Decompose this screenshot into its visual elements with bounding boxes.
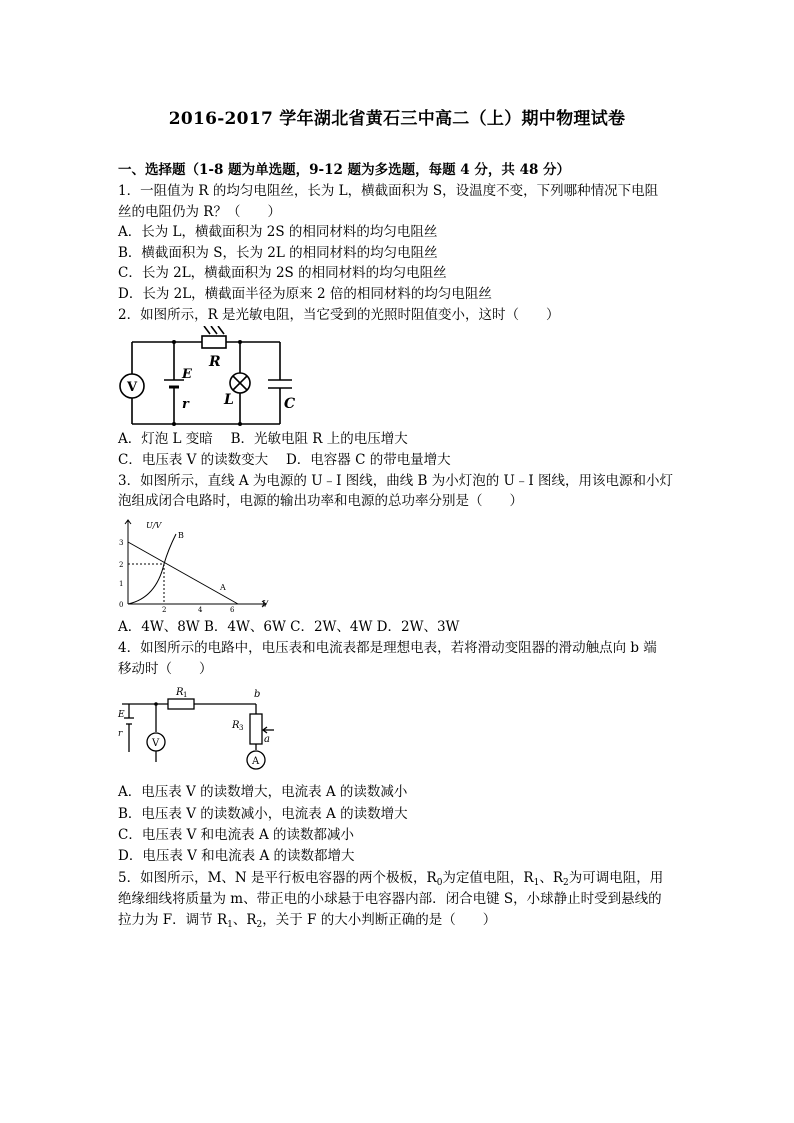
q3-stem-line2: 泡组成闭合电路时，电源的输出功率和电源的总功率分别是（ ） bbox=[118, 493, 523, 509]
q1-option-c: C．长为 2L，横截面积为 2S 的相同材料的均匀电阻丝 bbox=[118, 265, 447, 281]
q5-text-part: 为可调电阻，用 bbox=[568, 870, 664, 886]
q1-option-d: D．长为 2L，横截面半径为原来 2 倍的相同材料的均匀电阻丝 bbox=[118, 286, 492, 302]
q4-fig-label-r3: R bbox=[232, 720, 240, 731]
q4-circuit-figure bbox=[116, 684, 276, 776]
q3-curve-b-label: B bbox=[178, 531, 184, 540]
q1-stem-line1: 1．一阻值为 R 的均匀电阻丝，长为 L，横截面积为 S，设温度不变，下列哪种情况下电阻 bbox=[118, 183, 659, 199]
q5-text-part: 为定值电阻，R bbox=[442, 870, 534, 886]
q3-options: A．4W、8W B．4W、6W C．2W、4W D．2W、3W bbox=[118, 619, 460, 635]
q2-stem: 2．如图所示，R 是光敏电阻，当它受到的光照时阻值变小，这时（ ） bbox=[118, 307, 560, 323]
q5-subscript: 2 bbox=[256, 920, 263, 930]
q4-option-b: B．电压表 V 的读数减小，电流表 A 的读数增大 bbox=[118, 806, 408, 822]
q4-fig-label-r1-sub: 1 bbox=[183, 691, 188, 699]
q3-tick-y2: 2 bbox=[119, 561, 124, 569]
q4-fig-label-b: b bbox=[254, 689, 261, 700]
q5-stem-line1 bbox=[118, 868, 663, 888]
q1-option-b: B．横截面积为 S，长为 2L 的相同材料的均匀电阻丝 bbox=[118, 245, 438, 261]
q4-fig-label-r: r bbox=[118, 729, 123, 739]
q4-fig-label-a-end: a bbox=[264, 734, 270, 745]
q4-stem-line1: 4．如图所示的电路中，电压表和电流表都是理想电表，若将滑动变阻器的滑动触点向 b 端 bbox=[118, 640, 657, 656]
q3-line-a-label: A bbox=[220, 583, 226, 592]
q3-tick-x4: 4 bbox=[198, 606, 203, 614]
q4-fig-label-r3-sub: 3 bbox=[239, 724, 244, 732]
q3-tick-origin: 0 bbox=[119, 601, 124, 609]
q2-fig-label-v: V bbox=[127, 380, 138, 395]
q4-option-a: A．电压表 V 的读数增大，电流表 A 的读数减小 bbox=[118, 784, 408, 800]
q2-fig-label-r-resistor: R bbox=[209, 354, 221, 370]
q3-stem-line1: 3．如图所示，直线 A 为电源的 U﹣I 图线，曲线 B 为小灯泡的 U﹣I 图线，用该电源和小灯 bbox=[118, 473, 674, 489]
q1-stem-line2: 丝的电阻仍为 R？（ ） bbox=[118, 204, 281, 220]
q3-y-axis-label: U/V bbox=[146, 521, 162, 530]
q4-fig-label-v: V bbox=[152, 738, 160, 749]
q5-text-part: ，关于 F 的大小判断正确的是（ ） bbox=[262, 912, 497, 928]
q5-text-part: 拉力为 F．调节 R bbox=[118, 912, 228, 928]
q5-stem-line2: 绝缘细线将质量为 m、带正电的小球悬于电容器内部．闭合电键 S，小球静止时受到悬线的 bbox=[118, 891, 662, 907]
section-header: 一、选择题（1-8 题为单选题，9-12 题为多选题，每题 4 分，共 48 分） bbox=[118, 162, 571, 178]
q5-subscript: 1 bbox=[533, 878, 540, 888]
q5-text-part: 、R bbox=[232, 912, 257, 928]
q5-subscript: 0 bbox=[436, 878, 443, 888]
page-title: 2016-2017 学年湖北省黄石三中高二（上）期中物理试卷 bbox=[168, 109, 626, 129]
q4-fig-label-r1: R bbox=[176, 687, 184, 698]
q1-option-a: A．长为 L，横截面积为 2S 的相同材料的均匀电阻丝 bbox=[118, 224, 438, 240]
q2-fig-label-c: C bbox=[284, 396, 296, 412]
q3-tick-x6: 6 bbox=[230, 606, 235, 614]
q2-fig-label-r-internal: r bbox=[182, 397, 189, 412]
q3-tick-y1: 1 bbox=[119, 580, 124, 588]
q5-text-part: 、R bbox=[539, 870, 563, 886]
q3-ui-graph bbox=[116, 514, 276, 614]
q4-stem-line2: 移动时（ ） bbox=[118, 661, 213, 677]
q5-stem-line3 bbox=[118, 910, 496, 930]
q5-subscript: 2 bbox=[563, 878, 569, 888]
q4-fig-label-a: A bbox=[252, 756, 260, 767]
q3-tick-x2: 2 bbox=[162, 606, 167, 614]
q3-x-axis-label: I/ bbox=[262, 599, 268, 608]
q2-fig-label-l: L bbox=[224, 392, 234, 408]
q4-option-c: C．电压表 V 和电流表 A 的读数都减小 bbox=[118, 827, 354, 843]
q4-fig-label-e: E bbox=[118, 710, 125, 720]
q5-text-part: 5．如图所示，M、N 是平行板电容器的两个极板，R bbox=[118, 870, 437, 886]
q4-option-d: D．电压表 V 和电流表 A 的读数都增大 bbox=[118, 848, 355, 864]
q2-fig-label-e: E bbox=[182, 367, 192, 382]
q5-subscript: 1 bbox=[227, 920, 233, 930]
q2-options-line2: C．电压表 V 的读数变大 D．电容器 C 的带电量增大 bbox=[118, 452, 451, 468]
q2-circuit-figure bbox=[118, 326, 308, 430]
q2-options-line1: A．灯泡 L 变暗 B．光敏电阻 R 上的电压增大 bbox=[118, 431, 408, 447]
q3-tick-y3: 3 bbox=[119, 539, 124, 547]
